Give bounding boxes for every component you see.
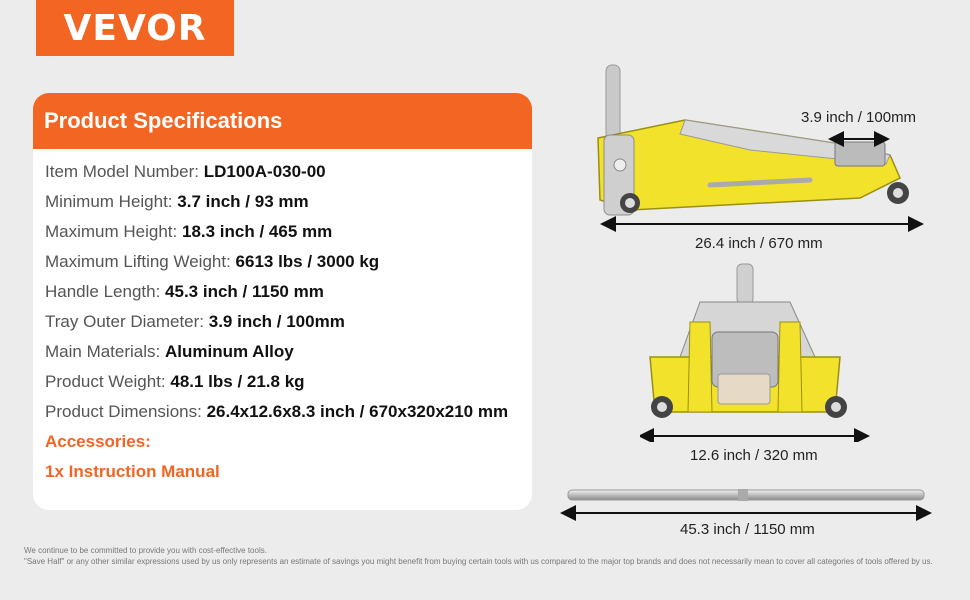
spec-value: 48.1 lbs / 21.8 kg	[170, 372, 305, 391]
spec-value: 18.3 inch / 465 mm	[181, 222, 333, 241]
accessory-item: 1x Instruction Manual	[45, 462, 220, 481]
spec-value: 6613 lbs / 3000 kg	[235, 252, 380, 271]
spec-label: Maximum Lifting Weight:	[45, 252, 236, 271]
tray-dimension-label: 3.9 inch / 100mm	[801, 109, 917, 126]
footnote	[24, 545, 954, 567]
spec-value: 26.4x12.6x8.3 inch / 670x320x210 mm	[206, 402, 509, 421]
spec-list	[33, 149, 532, 487]
spec-row-dimensions	[45, 397, 532, 427]
spec-card	[33, 93, 532, 510]
spec-value: 3.9 inch / 100mm	[208, 312, 345, 331]
handle-dimension-label: 45.3 inch / 1150 mm	[680, 521, 815, 538]
length-dimension-label: 26.4 inch / 670 mm	[695, 235, 823, 252]
spec-label: Minimum Height:	[45, 192, 178, 211]
spec-label: Main Materials:	[45, 342, 165, 361]
spec-label: Maximum Height:	[45, 222, 182, 241]
spec-row-materials	[45, 337, 532, 367]
spec-value: 3.7 inch / 93 mm	[177, 192, 309, 211]
footnote-line: We continue to be committed to provide you with cost-effective tools.	[24, 546, 267, 555]
spec-label: Product Weight:	[45, 372, 171, 391]
spec-label: Handle Length:	[45, 282, 166, 301]
spec-row-max-height	[45, 217, 532, 247]
jack-side-view	[590, 60, 930, 235]
spec-value: LD100A-030-00	[203, 162, 326, 181]
spec-row-model	[45, 157, 532, 187]
jack-front-view	[640, 262, 870, 442]
spec-label: Item Model Number:	[45, 162, 204, 181]
spec-value: Aluminum Alloy	[164, 342, 294, 361]
handle-bar-figure	[560, 486, 932, 522]
spec-label: Product Dimensions:	[45, 402, 207, 421]
spec-row-tray-diameter	[45, 307, 532, 337]
spec-value: 45.3 inch / 1150 mm	[165, 282, 324, 301]
spec-row-min-height	[45, 187, 532, 217]
spec-row-max-weight	[45, 247, 532, 277]
spec-row-handle-length	[45, 277, 532, 307]
vevor-logo: VEVOR	[36, 0, 234, 56]
spec-row-weight	[45, 367, 532, 397]
spec-header: Product Specifications	[33, 93, 532, 149]
spec-label: Tray Outer Diameter:	[45, 312, 209, 331]
width-dimension-label: 12.6 inch / 320 mm	[690, 447, 818, 464]
footnote-line: "Save Half" or any other similar expressions used by us only represents an estimate of savings you might benefit from buying certain tools with us compared to the major top brands and does not necessarily mean to cover all categories of tools offered by us.	[24, 557, 933, 566]
accessories-title: Accessories:	[45, 432, 151, 451]
